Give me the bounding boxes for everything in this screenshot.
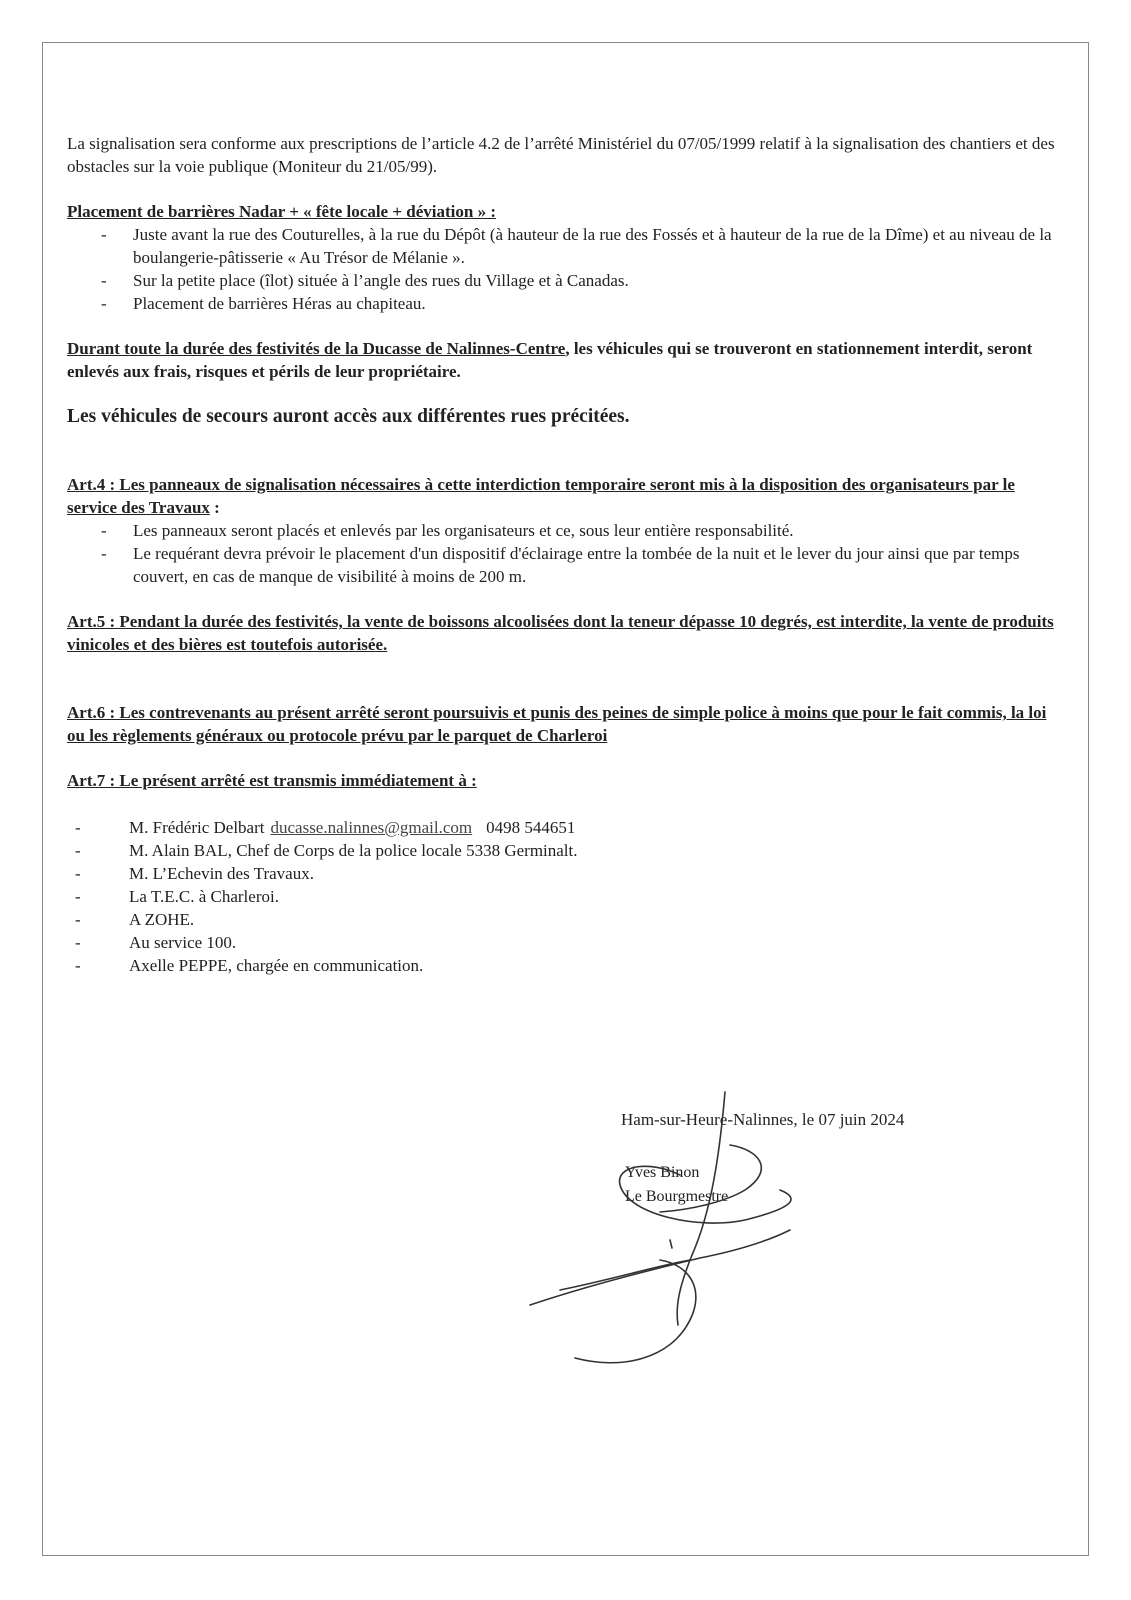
art5-paragraph: Art.5 : Pendant la durée des festivités, la vente de boissons alcoolisées dont la teneur dépasse 10 degrés, est interdite, la vente de produits vinicoles et des bières est toutefois autorisée. — [67, 612, 1054, 654]
art4-heading-colon: : — [209, 498, 220, 517]
list-item: - Au service 100. — [67, 931, 1067, 954]
list-item: - Placement de barrières Héras au chapiteau. — [67, 292, 1067, 315]
list-item: - A ZOHE. — [67, 908, 1067, 931]
list-item: - Axelle PEPPE, chargée en communication. — [67, 954, 1067, 977]
parking-rest: , les véhicules qui se trouveront en stationnement interdit, seront enlevés aux frais, risques et périls de leur propriétaire. — [67, 339, 1033, 381]
parking-underlined: Durant toute la durée des festivités de la Ducasse de Nalinnes-Centre — [67, 339, 566, 358]
parking-paragraph — [67, 337, 1067, 383]
art4-heading — [67, 473, 1067, 519]
list-item: - La T.E.C. à Charleroi. — [67, 885, 1067, 908]
list-item: - Sur la petite place (îlot) située à l’angle des rues du Village et à Canadas. — [67, 269, 1067, 292]
handwritten-signature — [520, 1090, 820, 1380]
document-body — [67, 132, 1067, 977]
signatory-name: Yves Binon — [625, 1164, 700, 1181]
nadar-heading: Placement de barrières Nadar + « fête locale + déviation » : — [67, 202, 497, 221]
recipient-phone: 0498 544651 — [486, 818, 576, 837]
list-item — [67, 816, 1067, 839]
place-date: Ham-sur-Heure-Nalinnes, le 07 juin 2024 — [621, 1110, 905, 1129]
list-item: - M. Alain BAL, Chef de Corps de la police locale 5338 Germinalt. — [67, 839, 1067, 862]
email-link[interactable]: ducasse.nalinnes@gmail.com — [270, 818, 473, 837]
intro-paragraph: La signalisation sera conforme aux prescriptions de l’article 4.2 de l’arrêté Ministériel du 07/05/1999 relatif à la signalisation des chantiers et des obstacles sur la voie publique (Moniteur du 21/05/99). — [67, 134, 1055, 176]
recipient-name: M. Frédéric Delbart — [129, 818, 265, 837]
art7-heading: Art.7 : Le présent arrêté est transmis immédiatement à : — [67, 771, 477, 790]
art4-heading-text: Art.4 : Les panneaux de signalisation nécessaires à cette interdiction temporaire seront mis à la disposition des organisateurs par le service des Travaux — [67, 475, 1015, 517]
art6-paragraph: Art.6 : Les contrevenants au présent arrêté seront poursuivis et punis des peines de simple police à moins que pour le fait commis, la loi ou les règlements généraux ou protocole prévu par le parquet de Charleroi — [67, 703, 1047, 745]
list-item: - M. L’Echevin des Travaux. — [67, 862, 1067, 885]
nadar-list — [67, 223, 1067, 315]
list-item: - Le requérant devra prévoir le placement d'un dispositif d'éclairage entre la tombée de la nuit et le lever du jour ainsi que par temps couvert, en cas de manque de visibilité à moins de 200 m. — [67, 542, 1067, 588]
art4-list — [67, 519, 1067, 588]
signatory-title: Le Bourgmestre — [625, 1188, 729, 1205]
recipient-list — [67, 816, 1067, 977]
emergency-paragraph: Les véhicules de secours auront accès aux différentes rues précitées. — [67, 406, 630, 427]
list-item: - Juste avant la rue des Couturelles, à la rue du Dépôt (à hauteur de la rue des Fossés et à hauteur de la rue de la Dîme) et au niveau de la boulangerie-pâtisserie « Au Trésor de Mélanie ». — [67, 223, 1067, 269]
list-item: - Les panneaux seront placés et enlevés par les organisateurs et ce, sous leur entière responsabilité. — [67, 519, 1067, 542]
